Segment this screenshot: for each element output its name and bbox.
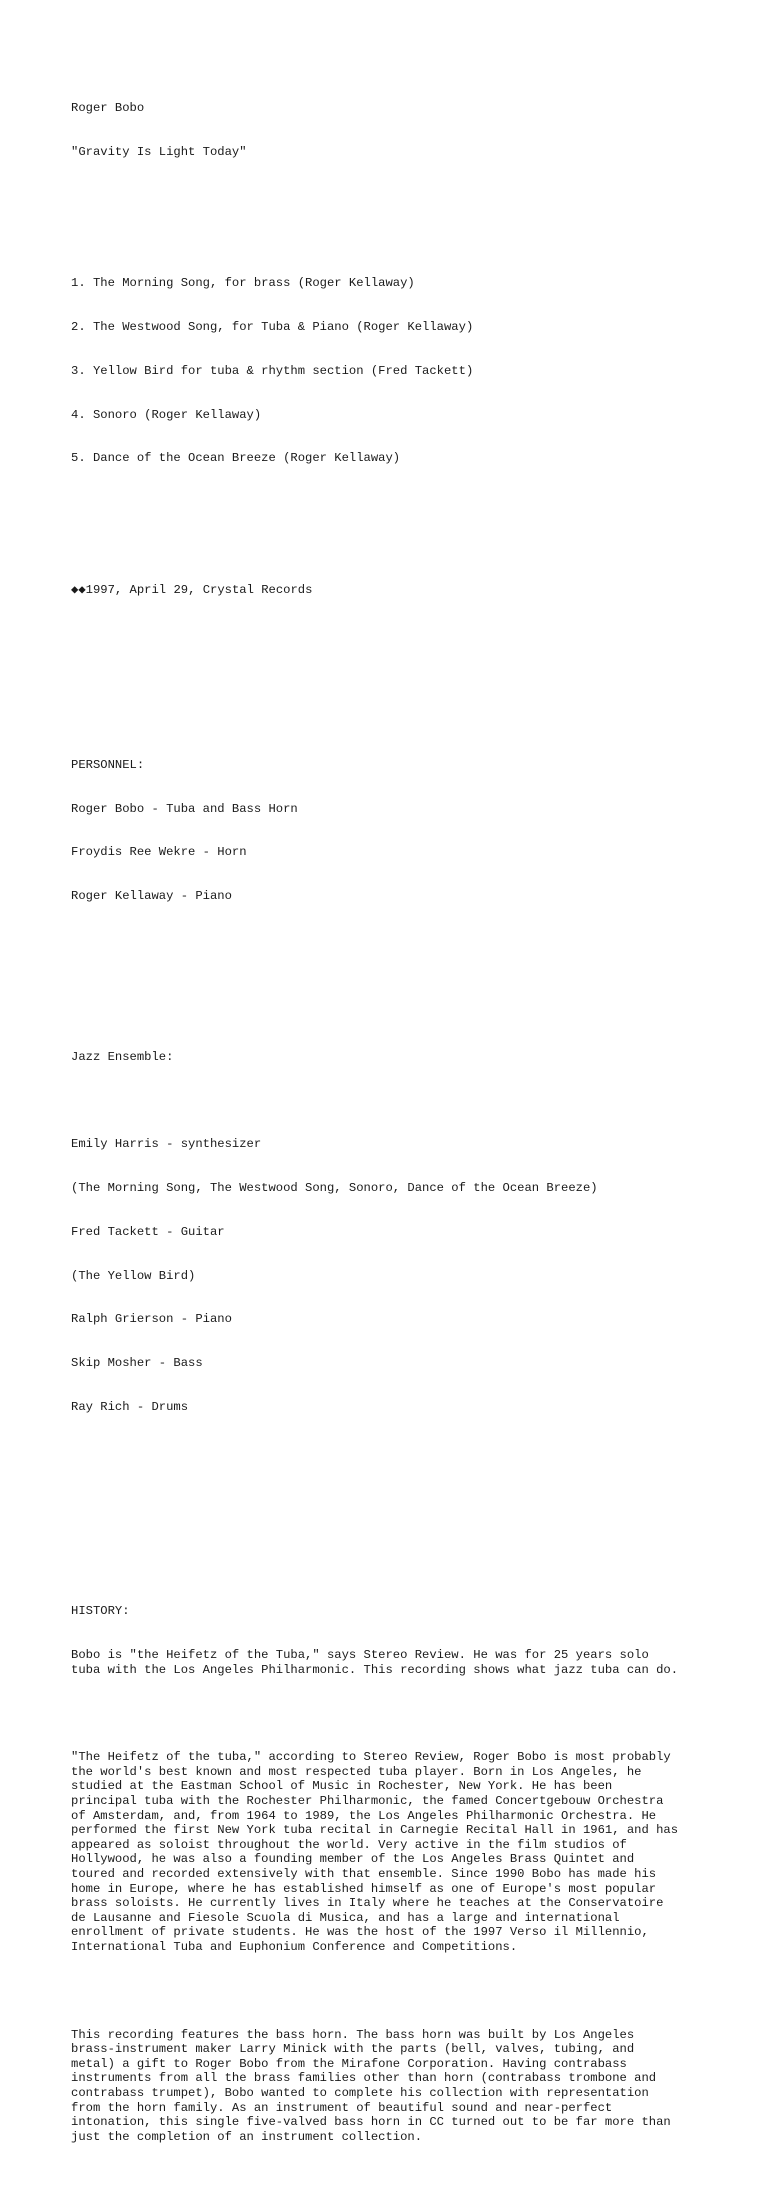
- jazz-ensemble-section: [71, 1021, 751, 1444]
- personnel-section: [71, 729, 751, 933]
- ensemble-member: Emily Harris - synthesizer: [71, 1137, 262, 1152]
- ensemble-member: (The Morning Song, The Westwood Song, Sonoro, Dance of the Ocean Breeze): [71, 1181, 598, 1196]
- track-item: 1. The Morning Song, for brass (Roger Kellaway): [71, 276, 415, 291]
- document-page: [71, 72, 751, 2188]
- ensemble-member: Ray Rich - Drums: [71, 1400, 189, 1415]
- bass-horn-paragraph: This recording features the bass horn. The bass horn was built by Los Angeles brass-instrument maker Larry Minick with the parts (bell, valves, tubing, and metal) a gift to Roger Bobo from the Mirafone Corporation. Having contrabass instruments from all the brass families other than horn (contrabass trombone and contrabass trumpet), Bobo wanted to complete his collection with representation from the horn family. As an instrument of beautiful sound and near-perfect intonation, this single five-valved bass horn in CC turned out to be far more than just the completion of an instrument collection.: [71, 2027, 671, 2144]
- ensemble-member: Ralph Grierson - Piano: [71, 1312, 232, 1327]
- history-bio-paragraph: "The Heifetz of the tuba," according to Stereo Review, Roger Bobo is most probably the world's best known and most respected tuba player. Born in Los Angeles, he studied at the Eastman School of Music in Rochester, New York. He has been principal tuba with the Rochester Philharmonic, the famed Concertgebouw Orchestra of Amsterdam, and, from 1964 to 1989, the Los Angeles Philharmonic Orchestra. He performed the first New York tuba recital in Carnegie Recital Hall in 1961, and has appeared as soloist throughout the world. Very active in the film studios of Hollywood, he was also a founding member of the Los Angeles Brass Quintet and toured and recorded extensively with that ensemble. Since 1990 Bobo has made his home in Europe, where he has established himself as one of Europe's most popular brass soloists. He currently lives in Italy where he teaches at the Conservatoire de Lausanne and Fiesole Scuola di Musica, and has a large and international enrollment of private students. He was the host of the 1997 Verso il Millennio, International Tuba and Euphonium Conference and Competitions.: [71, 1750, 679, 1954]
- spacer: [71, 524, 751, 539]
- release-info: ◆◆1997, April 29, Crystal Records: [71, 582, 313, 597]
- personnel-member: Roger Bobo - Tuba and Bass Horn: [71, 801, 298, 816]
- spacer: [71, 627, 751, 642]
- track-list: [71, 247, 751, 495]
- spacer: [71, 1094, 751, 1109]
- track-item: 5. Dance of the Ocean Breeze (Roger Kellaway): [71, 451, 401, 466]
- spacer: [71, 1984, 751, 1999]
- spacer: [71, 670, 751, 685]
- track-item: 2. The Westwood Song, for Tuba & Piano (Roger Kellaway): [71, 320, 474, 335]
- jazz-ensemble-heading: Jazz Ensemble:: [71, 1049, 174, 1064]
- spacer: [71, 1707, 751, 1722]
- spacer: [71, 1517, 751, 1532]
- album-title: "Gravity Is Light Today": [71, 144, 247, 159]
- history-heading: HISTORY:: [71, 1604, 130, 1619]
- ensemble-member: (The Yellow Bird): [71, 1268, 196, 1283]
- artist-name: Roger Bobo: [71, 101, 145, 116]
- ensemble-member: Fred Tackett - Guitar: [71, 1224, 225, 1239]
- track-item: 4. Sonoro (Roger Kellaway): [71, 407, 262, 422]
- spacer: [71, 189, 751, 204]
- history-section: [71, 1575, 751, 2173]
- personnel-member: Roger Kellaway - Piano: [71, 889, 232, 904]
- ensemble-member: Skip Mosher - Bass: [71, 1356, 203, 1371]
- personnel-heading: PERSONNEL:: [71, 757, 145, 772]
- spacer: [71, 1473, 751, 1488]
- personnel-member: Froydis Ree Wekre - Horn: [71, 845, 247, 860]
- spacer: [71, 962, 751, 977]
- track-item: 3. Yellow Bird for tuba & rhythm section (Fred Tackett): [71, 363, 474, 378]
- history-intro-paragraph: Bobo is "the Heifetz of the Tuba," says Stereo Review. He was for 25 years solo tuba with the Los Angeles Philharmonic. This recording shows what jazz tuba can do.: [71, 1648, 679, 1677]
